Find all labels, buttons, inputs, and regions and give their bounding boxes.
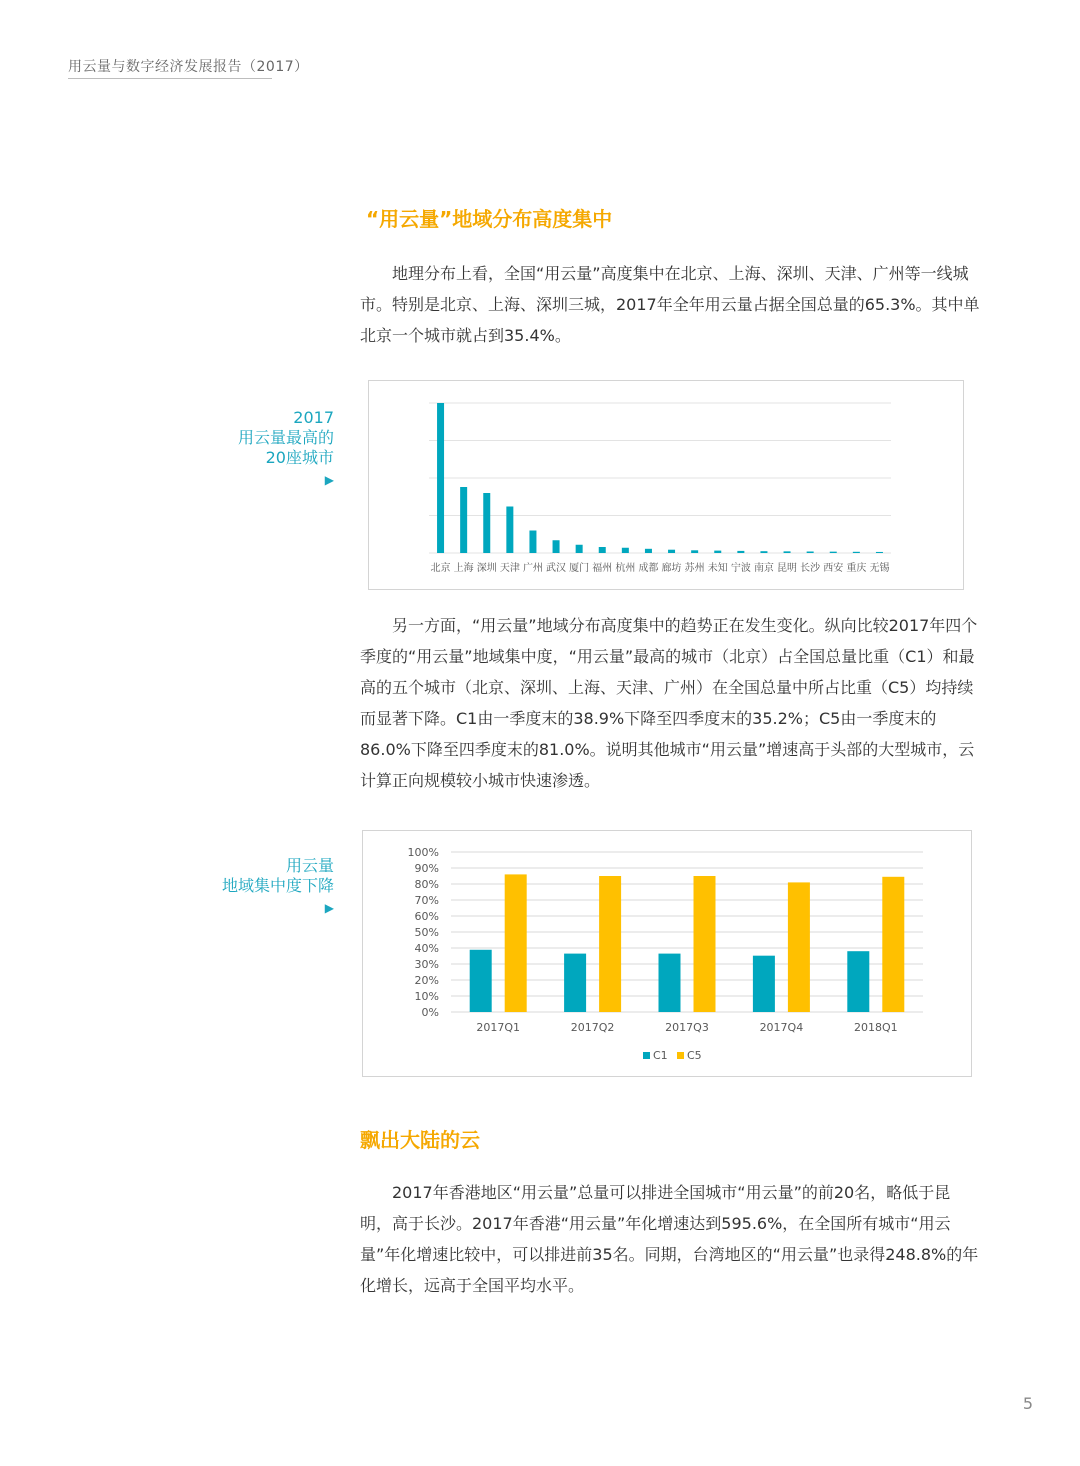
chart2-svg — [363, 831, 971, 1076]
chart2-y-tick-label: 20% — [414, 974, 439, 987]
chart1-x-tick-label: 广州 — [522, 563, 543, 574]
chart2-x-tick-label: 2017Q2 — [570, 1021, 615, 1034]
report-header-title: 用云量与数字经济发展报告（2017） — [68, 59, 309, 75]
chart1-svg — [369, 381, 963, 589]
chart2-bar-c1 — [847, 951, 869, 1012]
chart1-bar — [807, 552, 814, 554]
chart2-y-tick-label: 70% — [414, 894, 439, 907]
chart1-bar — [553, 540, 560, 553]
paragraph-trend: 另一方面，“用云量”地域分布高度集中的趋势正在发生变化。纵向比较2017年四个季度的“用云量”地域集中度，“用云量”最高的城市（北京）占全国总量比重（C1）和最高的五个城市（北京、深圳、上海、天津、广州）在全国总量中所占比重（C5）均持续而显著下降。C1由一季度末的38.9%下降至四季度末的35.2%；C5由一季度末的86.0%下降至四季度末的81.0%。说明其他城市“用云量”增速高于头部的大型城市，云计算正向规模较小城市快速渗透。 — [360, 616, 978, 790]
chart1-x-tick-label: 宁波 — [730, 563, 751, 574]
chart2-bar-c5 — [694, 876, 716, 1012]
chart2-x-tick-label: 2017Q1 — [476, 1021, 521, 1034]
chart1-x-tick-label: 未知 — [707, 563, 728, 574]
chart1-bar — [876, 552, 883, 553]
paragraph-overseas: 2017年香港地区“用云量”总量可以排进全国城市“用云量”的前20名，略低于昆明，高于长沙。2017年香港“用云量”年化增速达到595.6%，在全国所有城市“用云量”年化增速比较中，可以排进前35名。同期，台湾地区的“用云量”也录得248.8%的年化增长，远高于全国平均水平。 — [360, 1183, 979, 1295]
chart1-bar — [760, 551, 767, 553]
paragraph-distribution: 地理分布上看，全国“用云量”高度集中在北京、上海、深圳、天津、广州等一线城市。特别是北京、上海、深圳三城，2017年全年用云量占据全国总量的65.3%。其中单北京一个城市就占到35.4%。 — [360, 264, 980, 345]
chart2-legend-swatch — [677, 1052, 684, 1059]
chart1-bar — [714, 551, 721, 553]
chart2-container — [362, 830, 972, 1077]
chart1-x-tick-label: 武汉 — [546, 563, 567, 574]
section-title-overseas: 飘出大陆的云 — [360, 1128, 480, 1152]
chart2-legend-label: C1 — [653, 1049, 668, 1062]
chart2-bar-c5 — [788, 882, 810, 1012]
chart1-bar — [830, 552, 837, 553]
chart1-bar — [853, 552, 860, 553]
chart1-x-tick-label: 廊坊 — [661, 563, 682, 574]
chart1-bar — [622, 548, 629, 553]
chart1-x-tick-label: 深圳 — [476, 563, 497, 574]
chart2-bar-c1 — [659, 954, 681, 1012]
chart2-y-tick-label: 100% — [407, 846, 439, 859]
chart2-x-tick-label: 2017Q4 — [759, 1021, 804, 1034]
chart1-bar — [437, 403, 444, 553]
chart1-bar — [460, 487, 467, 553]
chart1-x-tick-label: 北京 — [430, 563, 451, 574]
chart1-x-tick-label: 西安 — [823, 563, 844, 574]
chart1-bar — [599, 547, 606, 553]
chart2-y-tick-label: 90% — [414, 862, 439, 875]
chart1-bar — [576, 545, 583, 553]
chart1-bar — [529, 531, 536, 554]
chart2-bar-c1 — [564, 954, 586, 1012]
chart2-y-tick-label: 30% — [414, 958, 439, 971]
chart2-arrow-icon: ▶ — [324, 901, 334, 915]
chart2-y-tick-label: 0% — [421, 1006, 439, 1019]
header-divider — [68, 78, 272, 79]
chart2-y-tick-label: 10% — [414, 990, 439, 1003]
chart1-arrow-icon: ▶ — [324, 473, 334, 487]
chart1-x-tick-label: 上海 — [453, 563, 474, 574]
chart2-x-tick-label: 2018Q1 — [853, 1021, 898, 1034]
chart2-y-tick-label: 50% — [414, 926, 439, 939]
section-title-distribution: “用云量”地域分布高度集中 — [366, 207, 613, 231]
chart1-x-tick-label: 无锡 — [869, 563, 890, 574]
chart1-x-tick-label: 南京 — [753, 563, 774, 574]
chart1-side-label — [238, 408, 334, 490]
chart2-bar-c1 — [753, 956, 775, 1012]
chart2-legend-swatch — [643, 1052, 650, 1059]
chart1-bar — [691, 550, 698, 553]
chart1-bar — [506, 507, 513, 554]
chart2-y-tick-label: 40% — [414, 942, 439, 955]
chart1-x-tick-label: 天津 — [499, 563, 520, 574]
chart1-bar — [784, 551, 791, 553]
chart1-x-tick-label: 苏州 — [684, 563, 705, 574]
chart1-bar — [737, 551, 744, 553]
chart2-side-label — [222, 856, 334, 918]
chart2-bar-c1 — [470, 950, 492, 1012]
page-number: 5 — [1022, 1394, 1033, 1413]
chart2-label-line2: 地域集中度下降 — [221, 876, 334, 895]
chart1-x-tick-label: 昆明 — [777, 563, 798, 574]
chart1-bar — [645, 549, 652, 553]
chart1-x-tick-label: 重庆 — [846, 563, 867, 574]
chart1-label-line3: 20座城市 — [265, 448, 334, 467]
chart2-y-tick-label: 60% — [414, 910, 439, 923]
chart2-y-tick-label: 80% — [414, 878, 439, 891]
chart2-bar-c5 — [599, 876, 621, 1012]
chart2-legend-label: C5 — [687, 1049, 702, 1062]
chart1-bar — [668, 550, 675, 553]
chart1-label-year: 2017 — [293, 408, 334, 427]
chart1-label-line2: 用云量最高的 — [237, 428, 334, 447]
chart1-bar — [483, 493, 490, 553]
chart1-x-tick-label: 成都 — [638, 563, 659, 574]
chart1-x-tick-label: 福州 — [592, 563, 613, 574]
chart1-x-tick-label: 长沙 — [800, 563, 821, 574]
chart2-x-tick-label: 2017Q3 — [665, 1021, 709, 1034]
chart2-label-line1: 用云量 — [285, 856, 334, 875]
chart1-x-tick-label: 杭州 — [615, 563, 636, 574]
chart1-container — [368, 380, 964, 590]
chart2-bar-c5 — [882, 877, 904, 1012]
chart1-x-tick-label: 厦门 — [569, 563, 590, 574]
chart2-bar-c5 — [505, 874, 527, 1012]
